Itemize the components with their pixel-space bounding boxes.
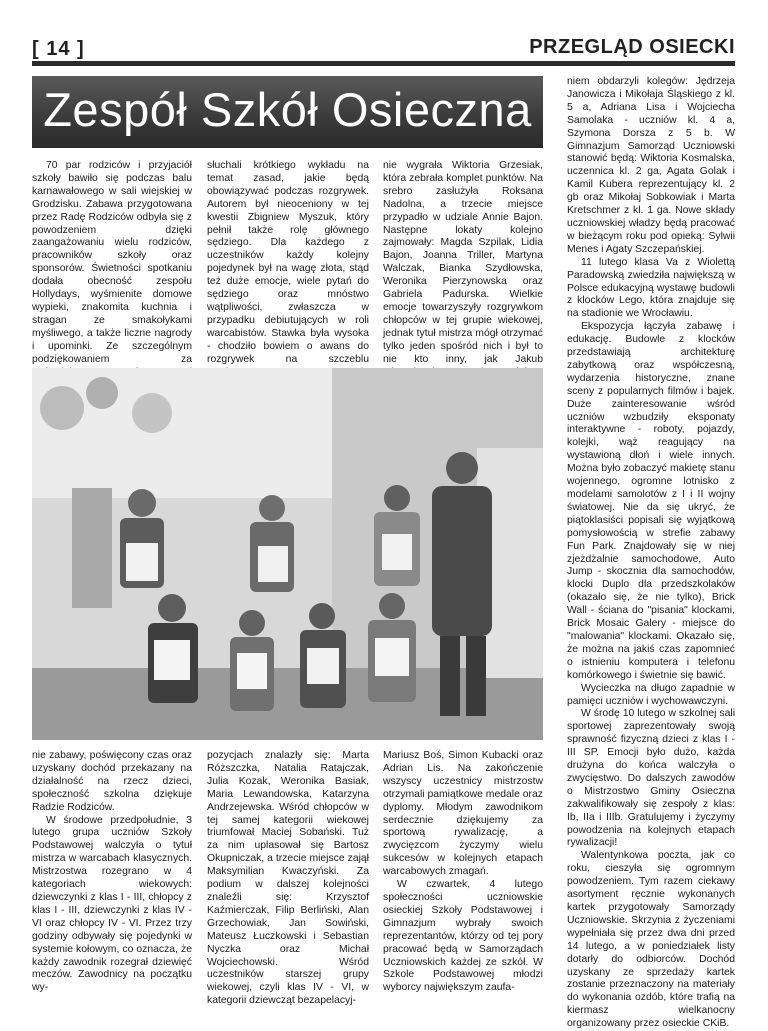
paragraph: W środę 10 lutego w szkolnej sali sportowej zaprezentowały swoją sprawność fizyczną dzieci z klas I - III SP. Emocji było dużo, każda drużyna do końca walczyła o zwycięstwo. Do dalszych zawodów o Mistrzostwo Gminy Osieczna zakwalifikowały się zespoły z klas: Ib, IIa i IIIb. Gratulujemy i życzymy powodzenia na kolejnych etapach rywalizacji! <box>567 708 735 849</box>
text-column-upper-1 <box>32 160 192 365</box>
paragraph: nie zabawy, poświęcony czas oraz uzyskany dochód przekazany na działalność na rzecz dzieci, społeczność szkolna dziękuje Radzie Rodziców. <box>32 750 192 813</box>
paragraph: pozycjach znalazły się: Marta Róższczka, Natalia Ratajczak, Julia Kozak, Weronika Basiak, Maria Lewandowska, Katarzyna Andrzejewska. Wśród chłopców w tej samej kategorii wiekowej triumfował Maciej Sobański. Tuż za nim uplasował się Bartosz Okupniczak, a trzecie miejsce zajął Maksymilian Kwaczyński. Za podium w dalszej kolejności znaleźli się: Krzysztof Kaźmierczak, Filip Berliński, Alan Grzechowiak, Jan Sowiński, Mateusz Łuczkowski i Sebastian Nyczka oraz Michał Wojciechowski. Wśród uczestników starszej grupy wiekowej, czyli klas IV - VI, w kategorii dziewcząt bezapelacyj- <box>207 750 369 1007</box>
paragraph: nie wygrała Wiktoria Grzesiak, która zebrała komplet punktów. Na srebro zasłużyła Roksana Nadolna, a trzecie miejsce przypadło w udziale Annie Bajon. Następne lokaty kolejno zajmowały: Magda Szpilak, Lidia Bajon, Joanna Triller, Martyna Walczak, Bianka Szydłowska, Weronika Pierzynowska oraz Gabriela Padurska. Wielkie emocje towarzyszyły rozgrywkom chłopców w tej grupie wiekowej, jednak tytuł mistrza mógł otrzymać tylko jeden spośród nich i był to nie kto inny, jak Jakub <box>383 160 543 365</box>
text-column-upper-3 <box>383 160 543 365</box>
text-column-lower-2 <box>207 750 369 1007</box>
page-number: [ 14 ] <box>32 38 85 60</box>
group-photo-illustration <box>32 368 543 740</box>
text-column-upper-2 <box>207 160 369 365</box>
text-column-lower-3 <box>383 750 543 994</box>
paragraph: 70 par rodziców i przyjaciół szkoły bawiło się podczas balu karnawałowego w sali wiejskiej w Grodzisku. Zabawa przygotowana przez Radę Rodziców odbyła się z powodzeniem dzięki zaangażowaniu wielu rodziców, pracowników szkoły oraz sponsorów. Świetności spotkaniu dodała obecność zespołu Hollydays, wyśmienite domowe wypieki, znakomita kuchnia i stragan ze smakołykami myśliwego, a także liczne nagrody i upominki. Ze szczególnym podziękowaniem za <box>32 160 192 365</box>
paragraph: Mariusz Boś, Simon Kubacki oraz Adrian Lis. Na zakończenie wszyscy uczestnicy mistrzostw otrzymali pamiątkowe medale oraz dyplomy. Młodym zawodnikom serdecznie dziękujemy za sportową rywalizację, a zwycięzcom życzymy wielu sukcesów w kolejnych etapach warcabowych zmagań. <box>383 750 543 878</box>
section-title: PRZEGLĄD OSIECKI <box>529 36 735 58</box>
paragraph: W środowe przedpołudnie, 3 lutego grupa uczniów Szkoły Podstawowej walczyła o tytuł mistrza w warcabach klasycznych. Mistrzostwa rozegrano w 4 kategoriach wiekowych: dziewczynki z klas I - III, chłopcy z klas I - III, dziewczynki z klas IV - VI oraz chłopcy IV - VI. Przez trzy godziny odbywały się pojedynki w systemie kołowym, co oznacza, że każdy zawodnik rozegrał dziewięć meczów. Zawodnicy na początku wy- <box>32 814 192 994</box>
paragraph: W czwartek, 4 lutego społeczności uczniowskie osieckiej Szkoły Podstawowej i Gimnazjum wybrały swoich reprezentantów, którzy od tej pory pracować będą w Samorządach Uczniowskich każdej ze szkół. W Szkole Podstawowej młodzi wyborcy największym zaufa- <box>383 879 543 994</box>
paragraph: niem obdarzyli kolegów: Jędrzeja Janowicza i Mikołaja Śląskiego z kl. 5 a, Adriana Lisa i Wojciecha Samolaka - uczniów kl. 4 a, Szymona Dorsza z 5 b. W Gimnazjum Samorząd Uczniowski stanowić będą: Wiktoria Kosmalska, uczennica kl. 2 ga, Agata Golak i Kamil Kubera reprezentujący kl. 2 gb oraz Mikołaj Sobkowiak i Marta Kretschmer z kl. 1 ga. Nowe składy uczniowskiej władzy będą pracować w bieżącym roku pod opieką: Sylwii Menes i Agaty Szczepańskiej. <box>567 76 735 255</box>
group-photo <box>32 368 543 740</box>
paragraph: Walentynkowa poczta, jak co roku, cieszyła się ogromnym powodzeniem. Tym razem ciekawy asortyment ręcznie wykonanych kartek przygotowały Samorządy Uczniowskie. Skrzynia z życzeniami wypełniała się przez dwa dni przed 14 lutego, a w poniedziałek listy dotarły do odbiorców. Dochód uzyskany ze sprzedaży kartek zostanie przeznaczony na materiały do wykonania ozdób, które trafią na kiermasz wielkanocny organizowany przez osieckie CKiB. <box>567 850 735 1030</box>
paragraph: Ekspozycja łączyła zabawę i edukację. Budowle z klocków przedstawiają architekturę zabytkową oraz współczesną, wydarzenia historyczne, znane sceny z popularnych filmów i bajek. Duże zainteresowanie wśród uczniów wzbudziły eksponaty interaktywne - roboty, pojazdy, kolejki, wąż reagujący na wystawioną dłoń i wiele innych. Można było zobaczyć makietę stanu wojennego, ogromne lotnisko z modelami samolotów z I i II wojny światowej. Nie da się ukryć, że piątoklasiści popisali się wyjątkową pomysłowością w strefie zabawy Fun Park. Znajdowały się w niej zjeżdżalnie samochodowe, Auto Jump - skocznia dla samochodów, klocki Duplo dla przedszkolaków (okazało się, że nie tylko), Brick Wall - ściana do "pisania" klockami, Brick Mosaic Galery - miejsce do "malowania" klockami. Okazało się, że można na jakiś czas zapomnieć o istnieniu komputera i telefonu komórkowego i świetnie się bawić. <box>567 321 735 681</box>
paragraph: słuchali krótkiego wykładu na temat zasad, jakie będą obowiązywać podczas rozgrywek. Autorem był nieoceniony w tej kwestii Zbigniew Myszuk, który pełnił także rolę głównego sędziego. Dla każdego z uczestników każdy kolejny pojedynek był na wagę złota, stąd też duże emocje, wiele pytań do sędziego oraz mnóstwo wątpliwości, zwłaszcza w przypadku debiutujących w roli warcabistów. Stawka była wysoka - chodziło bowiem o awans do rozgrywek na szczeblu <box>207 160 369 365</box>
paragraph: 11 lutego klasa Va z Wiolettą Paradowską zwiedziła największą w Polsce edukacyjną wystawę budowli z klocków Lego, która znajduje się na stadionie we Wrocławiu. <box>567 256 735 320</box>
paragraph: Wycieczka na długo zapadnie w pamięci uczniów i wychowawczyni. <box>567 682 735 707</box>
title-banner <box>32 76 543 148</box>
header-rule <box>32 61 735 66</box>
text-column-right <box>567 76 735 1030</box>
text-column-lower-1 <box>32 750 192 994</box>
article-title: Zespół Szkół Osieczna <box>43 83 532 136</box>
